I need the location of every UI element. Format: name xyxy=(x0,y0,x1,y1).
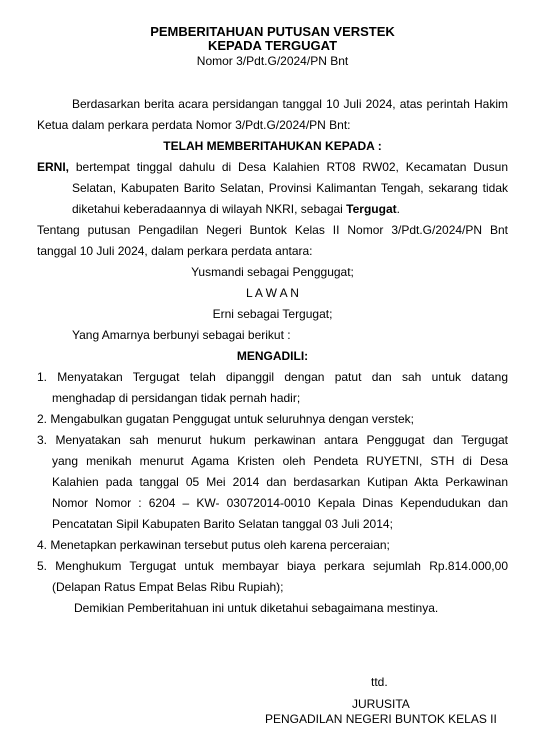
signature-office: PENGADILAN NEGERI BUNTOK KELAS II xyxy=(265,712,497,726)
notify-heading: TELAH MEMBERITAHUKAN KEPADA : xyxy=(163,139,382,153)
defendant-line: Erni sebagai Tergugat; xyxy=(212,307,333,321)
verdict-item-3-line-5: Pencatatan Sipil Kabupaten Barito Selatan tanggal 03 Juli 2014; xyxy=(52,517,393,531)
party-line-1: ERNI, bertempat tinggal dahulu di Desa Kalahien RT08 RW02, Kecamatan Dusun xyxy=(37,160,508,174)
verdict-item-3-line-4: Nomor Nomor : 6204 – KW- 03072014-0010 Kepala Dinas Kependudukan dan xyxy=(52,496,508,510)
signature-role: JURUSITA xyxy=(352,697,410,711)
versus-line: L A W A N xyxy=(246,286,299,300)
party-name: ERNI, xyxy=(37,160,70,174)
intro-line-1: Berdasarkan berita acara persidangan tanggal 10 Juli 2024, atas perintah Hakim xyxy=(72,97,508,111)
closing-statement: Demikian Pemberitahuan ini untuk diketahui sebagaimana mestinya. xyxy=(74,601,439,615)
verdict-item-1-line-2: menghadap di persidangan tidak pernah hadir; xyxy=(52,391,301,405)
party-line-3: diketahui keberadaannya di wilayah NKRI, sebagai Tergugat. xyxy=(72,202,400,216)
document-subtitle: KEPADA TERGUGAT xyxy=(207,38,338,53)
verdict-item-3-line-1: 3. Menyatakan sah menurut hukum perkawinan antara Penggugat dan Tergugat xyxy=(37,433,508,447)
verdict-item-3-line-3: Kalahien pada tanggal 05 Mei 2014 dan berdasarkan Kutipan Akta Perkawinan xyxy=(52,475,508,489)
verdict-item-1-line-1: 1. Menyatakan Tergugat telah dipanggil dengan patut dan sah untuk datang xyxy=(37,370,508,384)
verdict-heading: MENGADILI: xyxy=(236,349,309,363)
verdict-item-5-line-1: 5. Menghukum Tergugat untuk membayar biaya perkara sejumlah Rp.814.000,00 xyxy=(37,559,508,573)
regarding-line-2: tanggal 10 Juli 2024, dalam perkara perdata antara: xyxy=(37,244,313,258)
plaintiff-line: Yusmandi sebagai Penggugat; xyxy=(191,265,354,279)
regarding-line-1: Tentang putusan Pengadilan Negeri Buntok Kelas II Nomor 3/Pdt.G/2024/PN Bnt xyxy=(37,223,508,237)
verdict-item-2: 2. Mengabulkan gugatan Penggugat untuk seluruhnya dengan verstek; xyxy=(37,412,414,426)
verdict-item-3-line-2: yang menikah menurut Agama Kristen oleh Pendeta RUYETNI, STH di Desa xyxy=(52,454,508,468)
verdict-item-4: 4. Menetapkan perkawinan tersebut putus oleh karena perceraian; xyxy=(37,538,390,552)
document-number: Nomor 3/Pdt.G/2024/PN Bnt xyxy=(196,54,349,68)
verdict-intro: Yang Amarnya berbunyi sebagai berikut : xyxy=(72,328,291,342)
party-line-2: Selatan, Kabupaten Barito Selatan, Provinsi Kalimantan Tengah, sekarang tidak xyxy=(72,181,508,195)
intro-line-2: Ketua dalam perkara perdata Nomor 3/Pdt.G/2024/PN Bnt: xyxy=(37,118,351,132)
signature-ttd: ttd. xyxy=(371,675,388,689)
verdict-item-5-line-2: (Delapan Ratus Empat Belas Ribu Rupiah); xyxy=(52,580,284,594)
document-title: PEMBERITAHUAN PUTUSAN VERSTEK xyxy=(150,24,395,39)
